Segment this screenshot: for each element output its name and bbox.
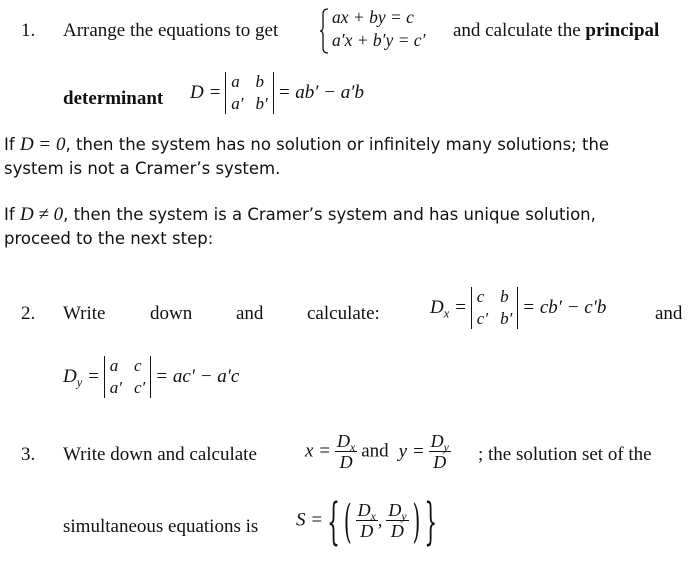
- left-paren-icon: (: [343, 492, 352, 549]
- left-brace-icon: {: [327, 490, 340, 551]
- determinant-label: determinant: [63, 88, 164, 109]
- fraction-x: $\frac{D_x}{D}$: [337, 431, 356, 472]
- step-3-intro: Write down and calculate: [63, 444, 257, 465]
- principal-determinant: [190, 72, 364, 114]
- x-equals: x =: [305, 440, 332, 462]
- para-nonzero-line-1: If D ≠ 0, then the system is a Cramer’s system and has unique solution,: [4, 204, 596, 225]
- step-2-and: and: [655, 303, 683, 324]
- step-2-word: down: [150, 303, 193, 324]
- matrix-Dy-cell: a: [109, 356, 119, 375]
- matrix-D-cell: b′: [255, 94, 268, 113]
- determinant-Dx: $D_x$ = c b c′ b′ = cb′ − c′b: [430, 287, 607, 328]
- determinant-Dy: $D_y$ = a c a′ c′ = ac′ − a′c: [63, 356, 240, 397]
- D-label: D =: [190, 82, 222, 103]
- step-3-number: 3.: [21, 444, 36, 465]
- step-2-word: and: [236, 303, 264, 324]
- para-zero-line-2: system is not a Cramer’s system.: [4, 159, 281, 178]
- solution-set: [296, 490, 438, 551]
- principal-bold: principal: [585, 20, 660, 41]
- equation-1: ax + by = c: [332, 7, 414, 27]
- matrix-D-cell: b: [255, 72, 265, 91]
- Dx-result: = cb′ − c′b: [522, 297, 607, 318]
- cond-nonzero: D ≠ 0: [19, 204, 64, 225]
- para-nonzero-line-2: proceed to the next step:: [4, 229, 214, 248]
- fraction-y: $\frac{D_y}{D}$: [430, 431, 449, 472]
- matrix-D-cell: a: [231, 72, 240, 91]
- para-zero-line-1: If D = 0, then the system has no solution or infinitely many solutions; the: [4, 134, 610, 155]
- matrix-D: [225, 72, 273, 114]
- matrix-Dx-cell: c′: [476, 309, 489, 328]
- step-1-intro: Arrange the equations to get: [63, 20, 279, 41]
- matrix-Dx-cell: b: [500, 287, 509, 306]
- step-1-number: 1.: [21, 20, 36, 41]
- right-brace-icon: }: [424, 490, 438, 551]
- step-3-tail: ; the solution set of the: [478, 444, 652, 465]
- fraction-Dx-D: $\frac{D_x}{D}$: [357, 500, 376, 541]
- matrix-Dy-cell: c′: [134, 378, 146, 397]
- and-word: and: [361, 440, 389, 462]
- equation-2: a′x + b′y = c′: [332, 30, 426, 50]
- equation-system: [320, 6, 425, 52]
- matrix-Dy: [104, 356, 151, 398]
- brace-icon: [320, 8, 329, 54]
- step-2-word: Write: [63, 303, 106, 324]
- matrix-Dx-cell: c: [476, 287, 485, 306]
- right-paren-icon: ): [412, 492, 421, 549]
- S-equals: S =: [296, 509, 324, 531]
- matrix-Dy-cell: c: [134, 356, 142, 375]
- step-2-number: 2.: [21, 303, 36, 324]
- comma: ,: [377, 510, 383, 530]
- matrix-Dx: [471, 287, 518, 329]
- solution-formulas: [305, 431, 451, 472]
- matrix-Dx-cell: b′: [500, 309, 513, 328]
- Dy-result: = ac′ − a′c: [155, 366, 240, 387]
- fraction-Dy-D: $\frac{D_y}{D}$: [388, 500, 407, 541]
- D-result: = ab′ − a′b: [277, 82, 364, 103]
- step-3-line-2: simultaneous equations is: [63, 516, 259, 537]
- matrix-Dy-cell: a′: [109, 378, 123, 397]
- cond-zero: D = 0: [19, 134, 66, 155]
- step-2-word: calculate:: [307, 303, 380, 324]
- matrix-D-cell: a′: [231, 94, 244, 113]
- step-1-after: and calculate the principal: [453, 20, 660, 41]
- y-equals: y =: [398, 440, 425, 462]
